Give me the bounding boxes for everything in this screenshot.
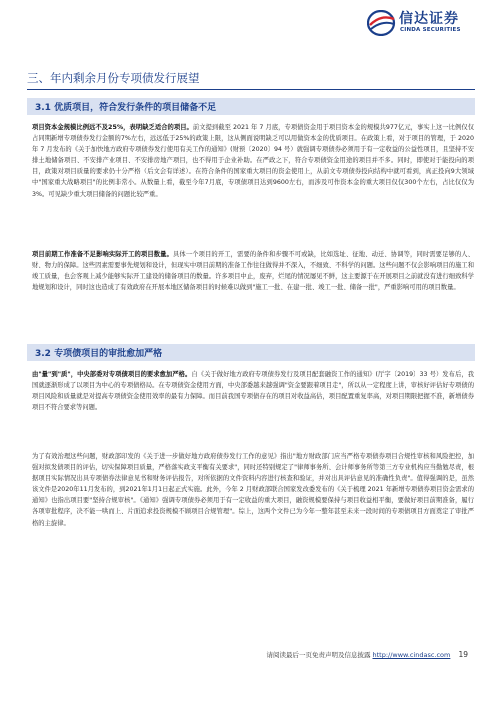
paragraph-project-capital-body: 前文提到截至 2021 年 7 月底，专项债资金用于项目资本金的规模共977亿元，事实上这一比例仅仅占同期新增专项债券发行金额的7%左右，远远低于25%的政策上限，这从侧面说明缺乏可以用做资本金的优质项目。在政策上看，对于项目的管理，于 2020 年 7 月发布的《关于加快地方政府专项债券发行使用有关工作的通知》(财预〔2020〕94 号）就强调专项债券必须用于有一定收益的公益性项目，且坚持不安排土地储备项目、不安排产业项目、不安排房地产项目，也不得用于企业补助。在严政之下，符合专项债资金用途的项目并不多。同时，即使对于能投向的项目，政策对项目质量的要求仍十分严格（后文会有详述）。在符合条件的国家重大项目的资金使用上，从前文专项债券投向结构中就可看到，真正投向9大领域中"国家重大战略项目"的比例非常小。从数量上看，截至今年7月底，专项债项目达到9600左右，而涉及可作资本金的重大项目仅仅300个左右，占比仅仅为3%。可见缺少重大项目储备的问题比较严重。 — [32, 124, 474, 198]
subheading-3-1 — [27, 98, 475, 115]
section-title: 三、年内剩余月份专项债发行展望 — [27, 71, 200, 85]
paragraph-preparation-lead: 项目前期工作准备不足影响实际开工的项目数量。 — [32, 251, 173, 258]
page-number: 19 — [458, 650, 468, 659]
cinda-logo — [367, 8, 491, 38]
subheading-3-2 — [27, 344, 475, 361]
footer-disclaimer: 请阅读最后一页免责声明及信息披露 — [266, 651, 371, 659]
paragraph-governance: 为了有效治理这些问题，财政部印发的《关于进一步做好地方政府债券发行工作的意见》指出"地方财政部门应当严格专项债券项目合规性审核和风险把控，加强对拟发债项目的评估，切实保障项目质量，严格落实政支平衡有关要求"，同时还特别规定了"律师事务所、会计师事务所等第三方专业机构应当勤勉尽责，根据项目实际情况出具专项债券法律意见书和财务评估报告，对所依据的文件资料内容进行核查和验证，并对出具评估意见的准确性负责"。值得强调的是，虽然该文件是2020年11月发布的，到2021年1月1日起正式实施。此外，今年 2 月财政部联合国家发改委发布的《关于梳理 2021 年新增专项债券项目资金需求的通知》也指出项目要"坚持合规审核"。《通知》强调专项债券必须用于有一定收益的重大项目，融资规模要保持与项目收益相平衡，要做好项目前期准备，履行各项审批程序，决不能一哄而上、片面追求投资规模不顾项目合规管理"。综上，这两个文件已为今年一整年甚至未来一段时间的专项债项目方面奠定了审批严格的主旋律。 — [32, 453, 474, 527]
paragraph-project-capital-lead: 项目资本金规模比例远不及25%，表明缺乏适合的项目。 — [32, 124, 193, 131]
paragraph-quality-requirements-body: 自《关于做好地方政府专项债券发行及项目配套融资工作的通知》(厅字〔2019〕33 号）发布后，我国就逐渐形成了以项目为中心的专项债格局。在专项债资金使用方面，中央部委越来越强调"资金要跟着项目走"，所以从一定程度上讲，审核好评估好专项债的项目风险和质量就是对提高专项债资金使用效率的最有力保障。而目前我国专项债存在的项目对收益高估，项目配置重复率高，对项目期限把握不准，新增债券项目不符合要求等问题。 — [32, 371, 474, 412]
section-divider — [27, 89, 475, 90]
paragraph-quality-requirements — [32, 369, 474, 413]
footer-website-link[interactable]: http://www.cindasc.com — [372, 651, 451, 659]
cinda-logo-icon — [367, 10, 397, 36]
subheading-3-2-text: 3.2 专项债项目的审批愈加严格 — [35, 349, 163, 359]
subheading-3-1-text: 3.1 优质项目，符合发行条件的项目储备不足 — [35, 103, 217, 113]
paragraph-quality-requirements-lead: 由"量"到"质"，中央部委对专项债项目的要求愈加严格。 — [32, 371, 192, 378]
paragraph-preparation — [32, 249, 474, 293]
paragraph-project-capital — [32, 122, 474, 200]
logo-chinese-text: 信达证券 — [399, 11, 459, 27]
paragraph-preparation-body: 具体一个项目的开工，需要的条件和步骤不可或缺，比如选址、征地、动迁、协调等，同时需要足够的人、财、物力的保障。这些因素需要事先规划和设计，但现实中项目前期的准备工作往往做得并不深入，不细致、不科学的问题。这些问题不仅会影响项目的施工和竣工质量，也会客观上减少能够实际开工建设的储备项目的数量。许多项目中止，废弃，烂尾的情况屡见不鲜，这主要源于在开展项目之前就没有进行细致科学地规划和设计，同时这也造成了有效政府在开展本地区储备项目的时候难以做到"施工一批、在建一批、竣工一批、储备一批"，严重影响可用的项目数量。 — [32, 251, 475, 292]
page-footer — [266, 650, 468, 659]
logo-english-text: CINDA SECURITIES — [400, 27, 461, 33]
